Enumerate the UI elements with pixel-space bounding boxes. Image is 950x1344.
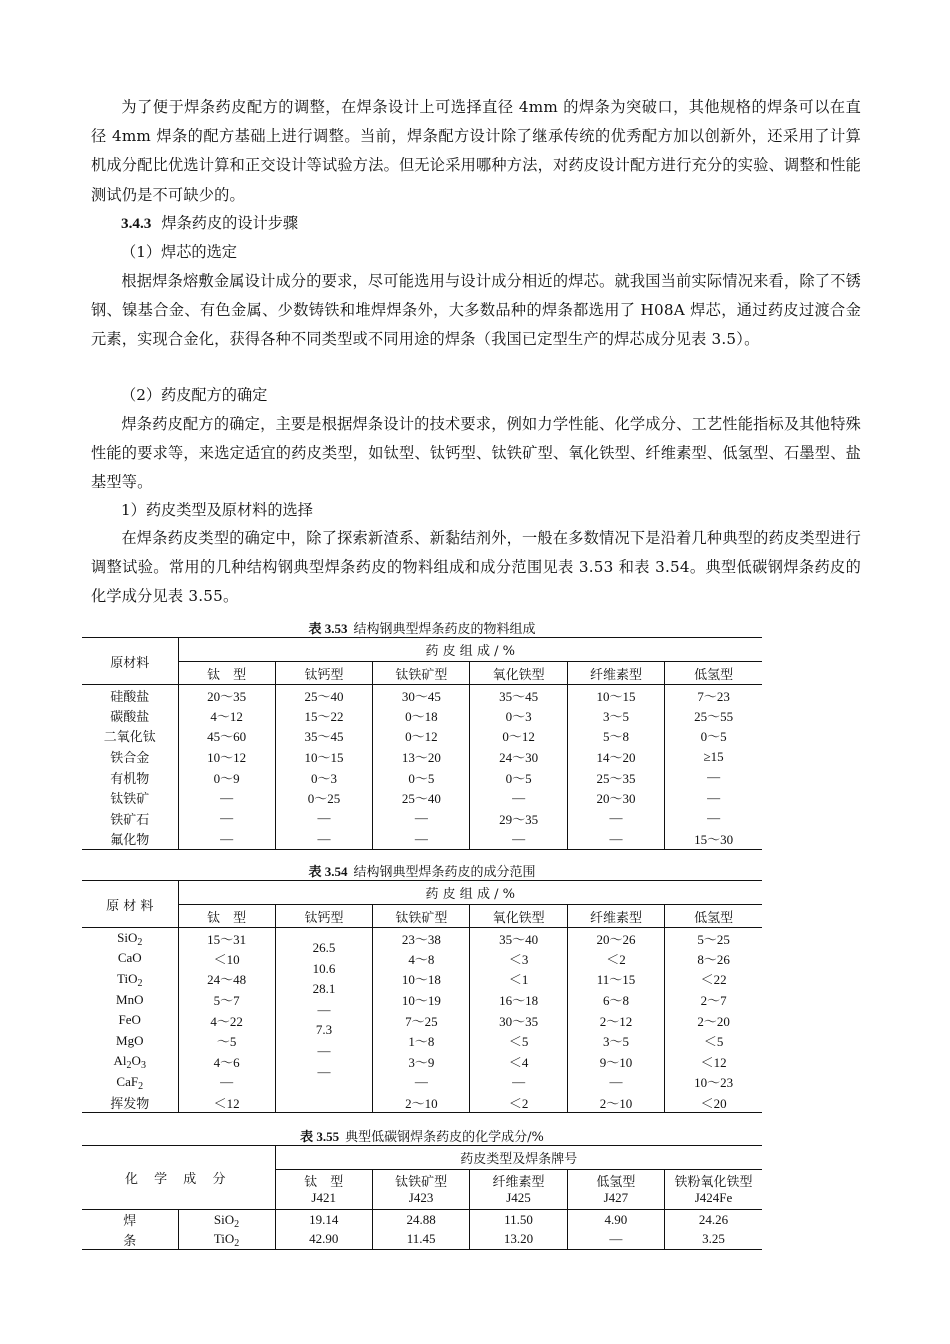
row-label [82,969,178,990]
table-cell: 25～55 [694,708,734,724]
table-cell: 2～7 [700,993,727,1009]
table-cell: 10～19 [373,989,470,1010]
table-cell: 35～45 [470,685,567,706]
table-cell: 3～9 [373,1051,470,1072]
table-row [82,829,762,850]
column-type: 纤维素型 [492,1174,545,1190]
table-cell: 4～22 [178,1010,275,1031]
table-cell: 11.45 [372,1230,469,1250]
table-row-header: 原材料 [82,638,178,685]
formula-sub: 3 [140,1060,146,1072]
table-cell: 0～18 [373,705,470,726]
table-cell: — [275,808,372,829]
table-cell: — [373,1072,470,1093]
table-cell: 4～12 [178,705,275,726]
table-row [82,1072,762,1093]
table-cell: 16～18 [470,989,567,1010]
table-cell: 14～20 [567,746,664,767]
column-type: 低氢型 [596,1174,636,1190]
table-row [82,787,762,808]
table-cell: — [567,1230,664,1250]
table-cell: 9～10 [567,1051,664,1072]
table-cell: 20～30 [567,787,664,808]
table-cell: 2～10 [567,1092,664,1113]
side-label: 条 [82,1230,178,1250]
table-cell: 3～5 [567,1030,664,1051]
row-label: 硅酸盐 [82,685,178,706]
table-cell: — [567,808,664,829]
table-cell: ＜2 [567,948,664,969]
table-cell: 35～45 [275,726,372,747]
table-cell: 1～8 [373,1030,470,1051]
row-label [82,1092,178,1113]
column-header: 钛钙型 [275,662,372,685]
column-header: 钛铁矿型 [373,905,470,928]
row-label [82,989,178,1010]
table-cell: — [707,810,721,826]
table-cell: 2～12 [567,1010,664,1031]
formula-part: CaF [116,1073,139,1089]
table-cell: 10～15 [275,746,372,767]
formula-sub: 2 [234,1238,240,1250]
table-cell: — [373,808,470,829]
table-cell: 3.25 [702,1231,725,1247]
formula-part: 挥发物 [110,1095,150,1111]
column-header [372,1170,469,1210]
table-row-header: 化 学 成 分 [82,1146,275,1210]
table-cell: 23～38 [373,928,470,949]
table-cell: 13.20 [470,1230,567,1250]
column-header: 纤维素型 [567,662,664,685]
table-cell: 4～6 [178,1051,275,1072]
table-cell: — [317,1063,331,1079]
column-grade: J425 [506,1189,531,1205]
column-grade: J423 [408,1189,434,1205]
table-cell: 2～20 [697,1013,730,1029]
table-row [82,928,762,949]
column-header: 钛 型 [178,662,275,685]
paragraph-coating-type: 在焊条药皮类型的确定中，除了探索新渣系、新黏结剂外，一般在多数情况下是沿着几种典型的药皮类型进行调整试验。常用的几种结构钢典型焊条药皮的物料组成和成分范围见表 3.53 和表 3.54。典型低碳钢焊条药皮的化学成分见表 3.55。 [91,529,861,606]
formula-part: O [131,1053,141,1069]
table-cell: 11.50 [470,1210,567,1230]
table-row [82,1010,762,1031]
table-cell: 10～18 [373,969,470,990]
table-cell: 7.3 [315,1022,333,1038]
table-cell: 15～31 [178,928,275,949]
table-cell: 4～8 [373,948,470,969]
section-heading [121,209,298,238]
table-cell: ＜12 [700,1054,727,1070]
row-label: 铁矿石 [82,808,178,829]
column-header [665,1170,762,1210]
row-label [82,928,178,949]
table-cell: 0～9 [178,767,275,788]
table-row [82,989,762,1010]
table-cell: 15～30 [694,832,734,848]
table-cell: ＜20 [700,1095,727,1111]
table-3-53 [82,637,762,850]
paragraph-core-selection: 根据焊条熔敷金属设计成分的要求，尽可能选用与设计成分相近的焊芯。就我国当前实际情况来看，除了不锈钢、镍基合金、有色金属、少数铸铁和堆焊焊条外，大多数品种的焊条都选用了 H08A 焊芯，通过药皮过渡合金元素，实现合金化，获得各种不同类型或不同用途的焊条（我国已定型生产的焊芯成分见表 3.5）。 [91,272,861,349]
table-cell: 45～60 [178,726,275,747]
table-group-header: 药 皮 组 成 / % [178,881,762,905]
table-cell: 0～3 [275,767,372,788]
table-cell: 13～20 [373,746,470,767]
table-row [82,969,762,990]
table-cell: ＜1 [470,969,567,990]
formula-part: CaO [117,950,142,966]
section-title: 焊条药皮的设计步骤 [161,214,299,232]
table-cell: — [470,1072,567,1093]
table-cell: 0～5 [470,767,567,788]
table-3-55 [82,1145,762,1250]
table-cell: 7～25 [373,1010,470,1031]
table-cell: 3～5 [567,705,664,726]
table-cell: 42.90 [275,1230,372,1250]
table-row [82,685,762,706]
table-cell: ＜5 [470,1030,567,1051]
table-cell: 19.14 [275,1210,372,1230]
table-cell: 25～35 [567,767,664,788]
table-row [82,1030,762,1051]
table-cell: ＜4 [470,1051,567,1072]
table-cell: 25～40 [373,787,470,808]
column-header: 钛铁矿型 [373,662,470,685]
table-cell: 30～35 [470,1010,567,1031]
table-cell: 24.88 [372,1210,469,1230]
step-3: 1）药皮类型及原材料的选择 [121,501,313,519]
table-row [82,808,762,829]
row-label [82,1010,178,1031]
table-cell: 20～35 [178,685,275,706]
column-type: 钛铁矿型 [395,1174,448,1190]
table-cell: 4.90 [567,1210,664,1230]
column-header [275,1170,372,1210]
table-cell: 0～5 [373,767,470,788]
table-row [82,1092,762,1113]
column-header: 氧化铁型 [470,662,567,685]
table-cell: — [178,1072,275,1093]
row-label [82,1072,178,1093]
table-cell: — [707,789,721,805]
table-cell: ＜3 [470,948,567,969]
formula-sub: 2 [137,977,143,989]
table-cell: ＜10 [178,948,275,969]
table-cell: — [373,829,470,850]
table-cell: — [178,829,275,850]
formula-part: TiO [117,970,138,986]
step-2: （2）药皮配方的确定 [121,386,268,404]
table-cell: ＜2 [470,1092,567,1113]
table-cell: — [567,1072,664,1093]
table-cell: ～5 [178,1030,275,1051]
table-3-54-caption: 表 3.54 结构钢典型焊条药皮的成分范围 [308,864,536,880]
formula-part: SiO [213,1211,235,1227]
table-row-header: 原 材 料 [82,881,178,928]
table-cell: 15～22 [275,705,372,726]
table-cell: 0～5 [700,729,727,745]
column-header: 氧化铁型 [470,905,567,928]
table-cell: 24～48 [178,969,275,990]
table-cell: 26.5 [312,940,336,955]
table-3-54 [82,880,762,1113]
row-label [178,1230,275,1250]
table-cell: — [178,808,275,829]
section-number: 3.4.3 [121,215,152,232]
table-cell: 0～12 [470,726,567,747]
table-cell: ＜5 [703,1034,724,1050]
table-group-header: 药皮类型及焊条牌号 [275,1146,762,1170]
table-cell: 5～25 [697,931,730,947]
row-label: 钛铁矿 [82,787,178,808]
table-cell: 10.6 [312,960,336,976]
formula-part: SiO [117,930,138,946]
column-header [567,1170,664,1210]
table-row [82,1051,762,1072]
formula-sub: 2 [234,1218,240,1230]
table-row [82,1210,762,1230]
column-header [470,1170,567,1210]
table-cell: 0～3 [470,705,567,726]
row-label [82,948,178,969]
paragraph-coating-formula: 焊条药皮配方的确定，主要是根据焊条设计的技术要求，例如力学性能、化学成分、工艺性能指标及其他特殊性能的要求等，来选定适宜的药皮类型，如钛型、钛钙型、钛铁矿型、氧化铁型、纤维素型、低氢型、石墨型、盐基型等。 [91,415,861,492]
table-cell: ≥15 [703,748,724,764]
table-cell: 10～12 [178,746,275,767]
table-cell: 25～40 [275,685,372,706]
table-cell: 24.26 [698,1211,729,1227]
column-grade: J424Fe [694,1189,733,1205]
table-row [82,1230,762,1250]
formula-part: Al [113,1053,127,1069]
table-cell: ＜22 [700,972,727,988]
row-label: 碳酸盐 [82,705,178,726]
table-cell: 24～30 [470,746,567,767]
table-cell: 10～23 [694,1075,734,1091]
table-cell: 20～26 [567,928,664,949]
row-label: 二氧化钛 [82,726,178,747]
column-header: 钛 型 [178,905,275,928]
table-row [82,767,762,788]
table-cell: 0～12 [373,726,470,747]
table-cell: — [470,787,567,808]
table-cell: 28.1 [312,981,336,997]
formula-part: TiO [213,1231,235,1247]
table-cell: 8～26 [697,951,730,967]
table-cell: 30～45 [373,685,470,706]
table-group-header: 药 皮 组 成 / % [178,638,762,662]
side-label: 焊 [82,1210,178,1230]
table-cell: — [707,769,721,785]
table-cell: — [567,829,664,850]
step-1: （1）焊芯的选定 [121,243,237,261]
row-label: 氟化物 [82,829,178,850]
table-row [82,746,762,767]
formula-sub: 2 [126,1060,132,1072]
column-header: 纤维素型 [567,905,664,928]
row-label [82,1030,178,1051]
column-grade: J421 [311,1189,336,1205]
table-3-53-caption: 表 3.53 结构钢典型焊条药皮的物料组成 [308,621,536,637]
table-cell: ＜12 [178,1092,275,1113]
table-cell: — [317,1001,331,1017]
table-cell: 11～15 [567,969,664,990]
table-cell: — [275,829,372,850]
table-cell: 2～10 [373,1092,470,1113]
table-cell: 0～25 [275,787,372,808]
table-3-55-caption: 表 3.55 典型低碳钢焊条药皮的化学成分/% [300,1129,544,1145]
table-row [82,948,762,969]
formula-part: MgO [116,1032,144,1048]
table-cell: — [178,787,275,808]
table-row [82,726,762,747]
table-cell: 6～8 [567,989,664,1010]
table-cell: — [470,829,567,850]
table-cell: 5～8 [567,726,664,747]
formula-sub: 2 [137,937,143,949]
row-label: 有机物 [82,767,178,788]
table-row [82,705,762,726]
row-label: 铁合金 [82,746,178,767]
table-cell: 35～40 [470,928,567,949]
titanium-calcium-column [275,928,372,1113]
column-header: 低氢型 [694,667,734,683]
column-header: 低氢型 [694,910,734,926]
formula-part: FeO [118,1012,141,1028]
table-cell: 7～23 [697,688,730,704]
table-cell: 5～7 [178,989,275,1010]
column-type: 钛 型 [304,1174,344,1190]
row-label [178,1210,275,1230]
column-header: 钛钙型 [275,905,372,928]
column-type: 铁粉氧化铁型 [674,1174,753,1190]
formula-sub: 2 [138,1080,144,1092]
table-cell: 29～35 [470,808,567,829]
paragraph-intro: 为了便于焊条药皮配方的调整，在焊条设计上可选择直径 4mm 的焊条为突破口，其他规格的焊条可以在直径 4mm 焊条的配方基础上进行调整。当前，焊条配方设计除了继承传统的优秀配方加以创新外，还采用了计算机成分配比优选计算和正交设计等试验方法。但无论采用哪种方法，对药皮设计配方进行充分的实验、调整和性能测试仍是不可缺少的。 [91,98,861,204]
row-label [82,1051,178,1072]
column-grade: J427 [603,1189,629,1205]
formula-part: MnO [116,991,144,1007]
table-cell: 10～15 [567,685,664,706]
table-cell: — [317,1042,331,1058]
